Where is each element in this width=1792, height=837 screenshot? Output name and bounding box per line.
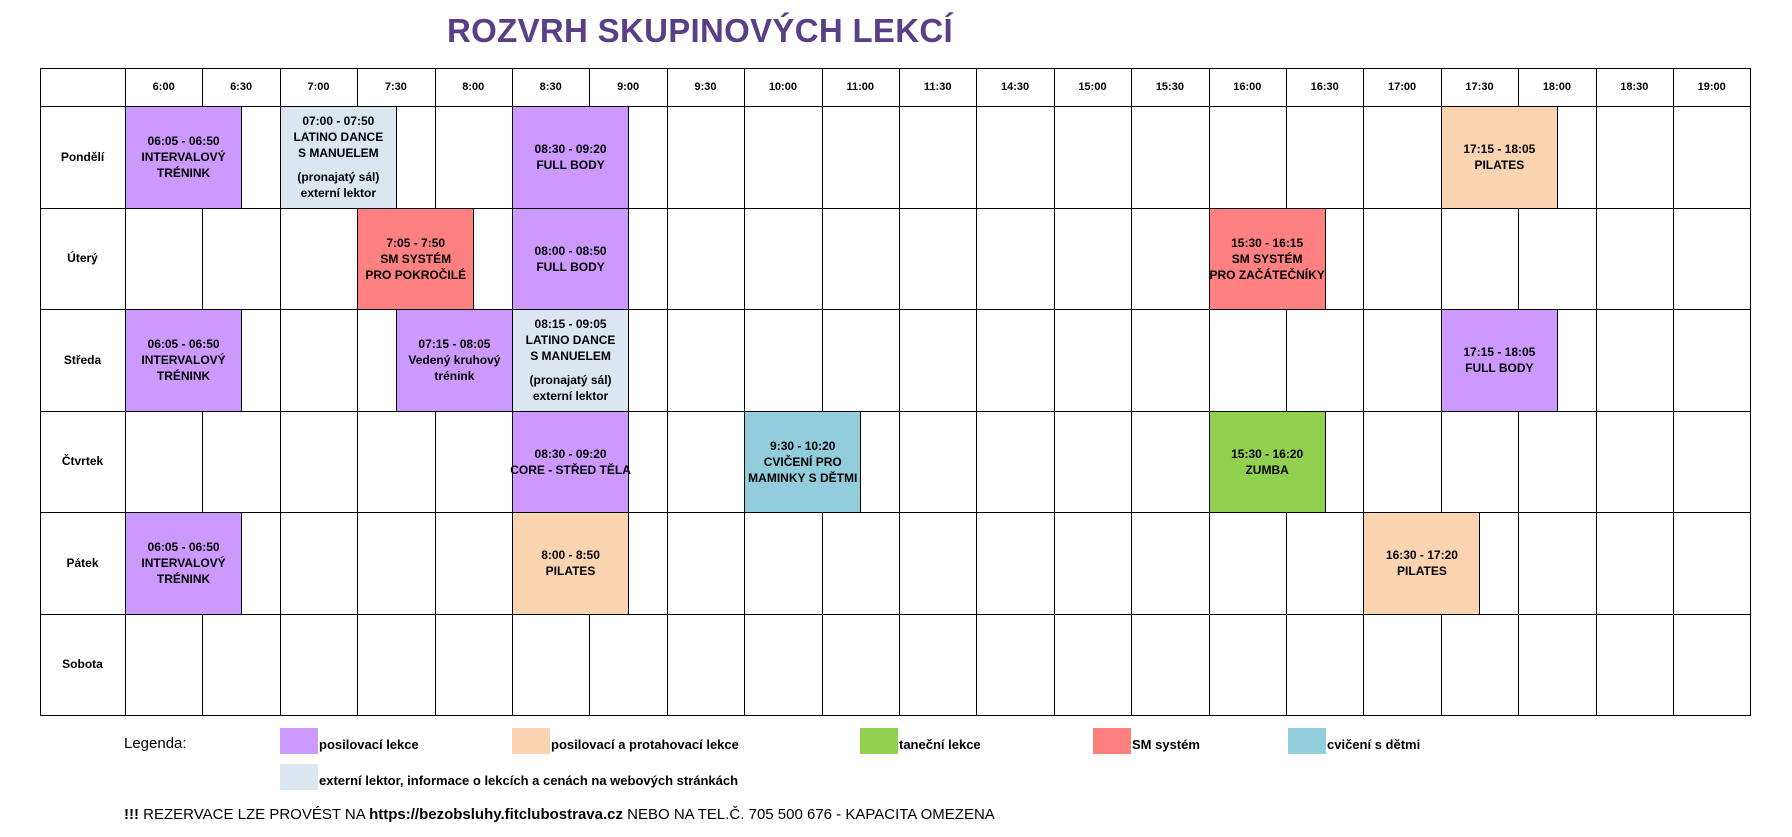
lesson-time: 15:30 - 16:20 [1231,446,1304,461]
lesson-time: 08:00 - 08:50 [534,243,607,258]
lesson-text: PRO POKROČILÉ [365,267,467,282]
lesson-block[interactable] [396,309,513,412]
time-slot-label: 9:00 [617,81,640,93]
lesson-text: CORE - STŘED TĚLA [510,462,631,477]
schedule-cell [822,512,900,615]
schedule-cell [280,614,358,717]
lesson-text: PILATES [545,564,596,579]
schedule-cell [1673,614,1751,717]
day-label: Sobota [62,657,103,672]
lesson-block[interactable] [125,512,242,615]
schedule-cell [280,411,358,514]
time-slot-label: 6:30 [230,81,253,93]
schedule-cell [1596,512,1674,615]
schedule-grid [40,68,1751,716]
schedule-cell [1209,309,1287,412]
schedule-cell [1441,614,1519,717]
lesson-block[interactable] [1209,208,1326,311]
schedule-cell [125,208,203,311]
schedule-cell [280,512,358,615]
legend-text: taneční lekce [899,737,981,752]
schedule-cell [1054,208,1132,311]
schedule-cell [1209,106,1287,209]
legend-item [512,728,739,754]
reservation-note-exclaim: !!! [124,806,139,823]
time-slot-label: 8:30 [539,81,562,93]
schedule-cell [744,106,822,209]
reservation-note-text-before: REZERVACE LZE PROVÉST NA [139,806,370,823]
schedule-cell [1518,208,1596,311]
lesson-time: 8:00 - 8:50 [541,548,600,563]
time-slot-label: 7:00 [307,81,330,93]
schedule-cell [1209,614,1287,717]
time-slot-label: 8:00 [462,81,485,93]
schedule-cell [202,208,280,311]
lesson-block[interactable] [512,411,629,514]
day-label: Středa [63,352,102,367]
schedule-cell [1131,512,1209,615]
lesson-block[interactable] [1363,512,1480,615]
lesson-text: TRÉNINK [156,166,211,181]
schedule-cell [125,411,203,514]
lesson-text: (pronajatý sál) [529,373,612,388]
lesson-block[interactable] [1441,309,1558,412]
lesson-block[interactable] [512,512,629,615]
lesson-text: INTERVALOVÝ [141,556,226,571]
lesson-text: externí lektor [532,389,609,404]
legend-swatch [1288,728,1326,754]
lesson-text: S MANUELEM [298,146,379,161]
lesson-text: PRO ZAČÁTEČNÍKY [1209,267,1325,282]
schedule-cell [1131,106,1209,209]
legend-text: externí lektor, informace o lekcích a cenách na webových stránkách [319,773,739,788]
schedule-cell [899,411,977,514]
time-slot-label: 14:30 [1001,81,1030,93]
schedule-cell [125,614,203,717]
schedule-cell [1673,309,1751,412]
lesson-text: trénink [434,369,475,384]
lesson-block[interactable] [1209,411,1326,514]
day-label: Pátek [66,555,99,570]
schedule-cell [1673,208,1751,311]
schedule-cell [976,208,1054,311]
time-slot-label: 7:30 [384,81,407,93]
time-slot-label: 15:00 [1078,81,1107,93]
schedule-cell [1673,411,1751,514]
schedule-cell [744,512,822,615]
time-slot-label: 16:00 [1233,81,1262,93]
schedule-cell [667,614,745,717]
schedule-cell [822,208,900,311]
day-label: Čtvrtek [61,454,104,469]
schedule-cell [822,309,900,412]
schedule-cell [976,411,1054,514]
schedule-cell [1363,411,1441,514]
schedule-cell [589,614,667,717]
lesson-text: FULL BODY [536,259,605,274]
time-slot-label: 17:30 [1465,81,1494,93]
time-slot-label: 11:00 [846,81,875,93]
schedule-cell [280,208,358,311]
schedule-cell [435,106,513,209]
schedule-cell [202,411,280,514]
lesson-text: TRÉNINK [156,369,211,384]
schedule-cell [1518,411,1596,514]
schedule-cell [899,614,977,717]
reservation-url-link[interactable]: https://bezobsluhy.fitclubostrava.cz [369,806,623,823]
lesson-block[interactable] [512,208,629,311]
lesson-time: 07:15 - 08:05 [418,337,491,352]
schedule-cell [1596,614,1674,717]
schedule-cell [1363,106,1441,209]
lesson-time: 16:30 - 17:20 [1385,548,1458,563]
schedule-cell [357,512,435,615]
schedule-cell [1054,411,1132,514]
lesson-text: LATINO DANCE [525,333,616,348]
schedule-cell [1131,614,1209,717]
lesson-time: 08:30 - 09:20 [534,446,607,461]
lesson-text: PILATES [1397,564,1447,579]
lesson-text: externí lektor [300,186,377,201]
schedule-cell [667,106,745,209]
schedule-cell [1286,512,1364,615]
time-slot-label: 18:00 [1542,81,1571,93]
reservation-note [124,806,995,823]
lesson-time: 06:05 - 06:50 [147,337,220,352]
schedule-cell [667,309,745,412]
schedule-cell [1596,411,1674,514]
schedule-cell [1131,309,1209,412]
lesson-time: 17:15 - 18:05 [1463,345,1536,360]
day-label: Pondělí [60,149,105,164]
schedule-cell [744,208,822,311]
schedule-cell [1054,106,1132,209]
schedule-cell [744,309,822,412]
lesson-text: FULL BODY [1465,361,1534,376]
lesson-text: FULL BODY [536,158,605,173]
lesson-text: ZUMBA [1245,462,1289,477]
schedule-cell [667,208,745,311]
legend-text: cvičení s dětmi [1327,737,1421,752]
page-title: ROZVRH SKUPINOVÝCH LEKCÍ [447,12,953,49]
schedule-cell [357,411,435,514]
schedule-cell [1363,309,1441,412]
schedule-cell [899,309,977,412]
time-slot-label: 10:00 [768,81,797,93]
reservation-note-text-after: NEBO NA TEL.Č. 705 500 676 - KAPACITA OMEZENA [623,806,995,823]
schedule-cell [512,614,590,717]
schedule-cell [1673,106,1751,209]
schedule-cell [1363,614,1441,717]
lesson-time: 7:05 - 7:50 [386,235,446,250]
lesson-block[interactable] [744,411,861,514]
lesson-text: TRÉNINK [156,572,211,587]
schedule-cell [976,614,1054,717]
schedule-cell [435,614,513,717]
lesson-text: S MANUELEM [530,349,611,364]
lesson-text: SM SYSTÉM [380,251,452,266]
lesson-time: 07:00 - 07:50 [302,114,375,129]
lesson-text: MAMINKY S DĚTMI [748,470,858,485]
lesson-block[interactable] [512,106,629,209]
schedule-cell [822,106,900,209]
schedule-cell [1131,411,1209,514]
legend-swatch [860,728,898,754]
schedule-cell [976,309,1054,412]
schedule-cell [1441,208,1519,311]
schedule-cell [1673,512,1751,615]
lesson-block[interactable] [125,309,242,412]
lesson-text: INTERVALOVÝ [141,150,226,165]
day-label: Úterý [67,251,98,266]
lesson-text: Vedený kruhový [408,353,501,368]
lesson-text: INTERVALOVÝ [141,353,226,368]
lesson-time: 15:30 - 16:15 [1231,235,1304,250]
lesson-block[interactable] [280,106,397,209]
schedule-cell [899,512,977,615]
schedule-cell [744,614,822,717]
lesson-text: (pronajatý sál) [297,170,380,185]
schedule-cell [435,512,513,615]
schedule-cell [1286,309,1364,412]
legend-item [1288,728,1420,754]
time-slot-label: 17:00 [1388,81,1417,93]
schedule-cell [1363,208,1441,311]
legend-item [1093,728,1200,754]
time-slot-label: 9:30 [694,81,717,93]
lesson-block[interactable] [1441,106,1558,209]
schedule-cell [1596,106,1674,209]
lesson-text: SM SYSTÉM [1231,251,1303,266]
legend-swatch [280,728,318,754]
schedule-cell [1209,512,1287,615]
lesson-text: PILATES [1474,158,1525,173]
lesson-time: 06:05 - 06:50 [147,134,220,149]
time-slot-label: 18:30 [1620,81,1649,93]
legend-swatch [512,728,550,754]
schedule-cell [435,411,513,514]
lesson-block[interactable] [357,208,474,311]
lesson-time: 17:15 - 18:05 [1463,142,1536,157]
schedule-cell [280,309,358,412]
schedule-cell [899,208,977,311]
schedule-cell [1441,411,1519,514]
schedule-cell [202,614,280,717]
schedule-cell [667,512,745,615]
schedule-cell [822,614,900,717]
lesson-text: CVIČENÍ PRO [763,454,842,469]
lesson-time: 06:05 - 06:50 [147,540,220,555]
legend-swatch [1093,728,1131,754]
schedule-cell [899,106,977,209]
time-slot-label: 15:30 [1155,81,1184,93]
schedule-cell [1131,208,1209,311]
schedule-cell [1054,309,1132,412]
schedule-cell [1286,106,1364,209]
lesson-time: 08:30 - 09:20 [534,142,607,157]
time-slot-label: 6:00 [152,81,175,93]
schedule-cell [1596,208,1674,311]
time-slot-label: 11:30 [923,81,952,93]
schedule-cell [357,614,435,717]
legend-label: Legenda: [124,735,187,752]
legend-item [280,764,738,790]
legend-text: SM systém [1132,737,1200,752]
lesson-block[interactable] [125,106,242,209]
lesson-block[interactable] [512,309,629,412]
lesson-text: LATINO DANCE [293,130,384,145]
schedule-cell [1054,512,1132,615]
legend-item [860,728,981,754]
time-slot-label: 16:30 [1310,81,1339,93]
schedule-cell [1286,614,1364,717]
schedule-cell [976,512,1054,615]
time-slot-label: 19:00 [1697,81,1726,93]
schedule-cell [976,106,1054,209]
schedule-cell [667,411,745,514]
legend-text: posilovací a protahovací lekce [551,737,739,752]
schedule-cell [1054,614,1132,717]
lesson-time: 08:15 - 09:05 [534,317,607,332]
schedule-cell [1518,512,1596,615]
schedule-cell [1518,614,1596,717]
schedule-cell [1596,309,1674,412]
grid-corner-cell [40,68,126,107]
legend-swatch [280,764,318,790]
lesson-time: 9:30 - 10:20 [770,438,836,453]
legend-item [280,728,419,754]
legend-text: posilovací lekce [319,737,419,752]
